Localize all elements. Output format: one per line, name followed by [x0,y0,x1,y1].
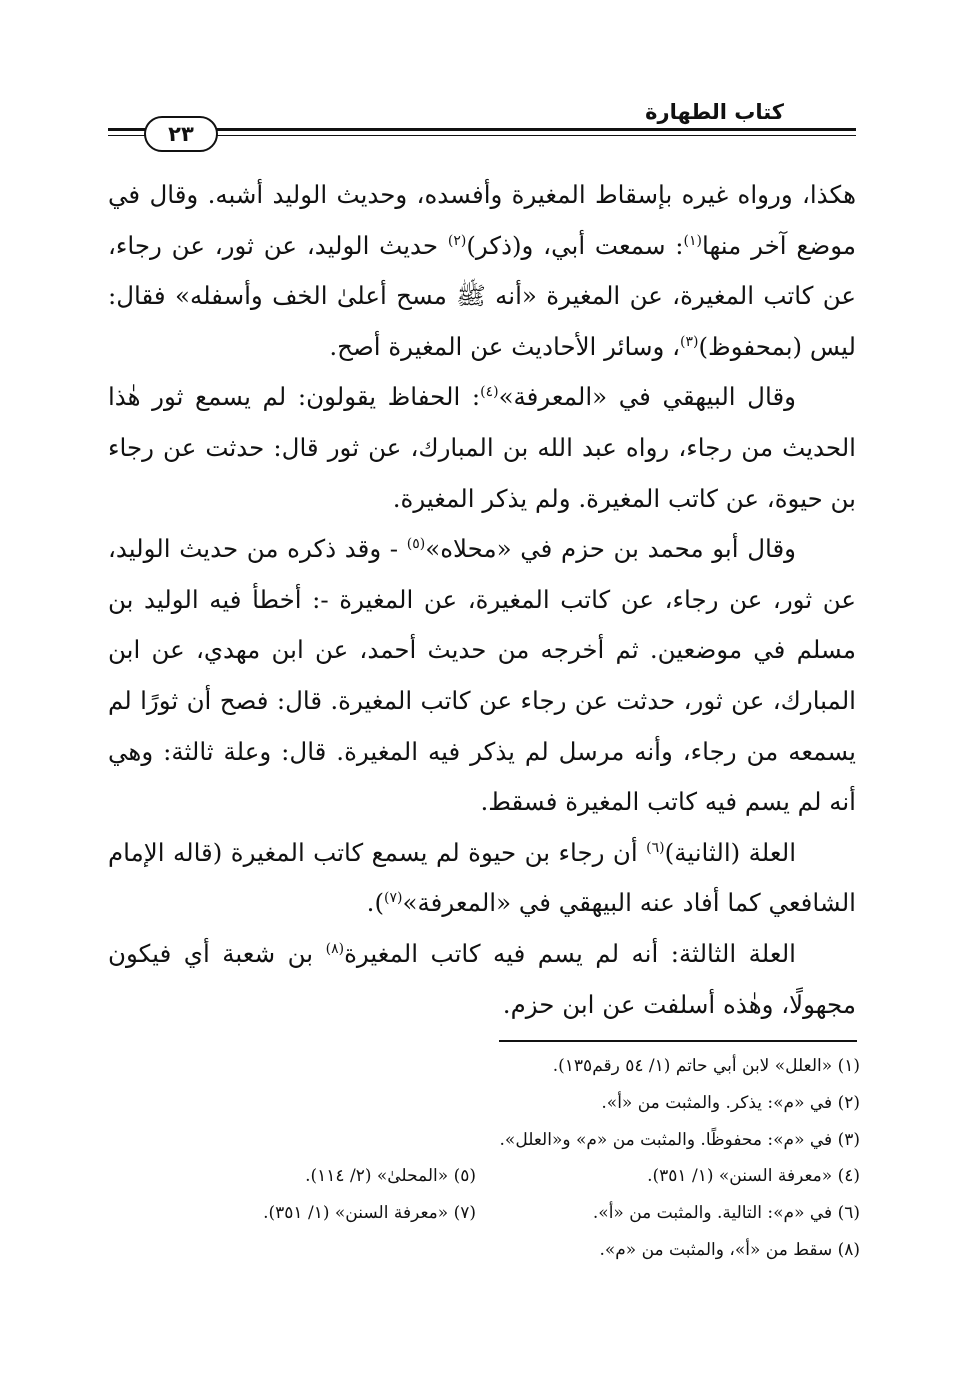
header-rule-thin [196,135,856,136]
body-text [108,170,856,1030]
footnote-3: (٣) في «م»: محفوظًا. والمثبت من «م» و«العلل». [499,1129,860,1150]
footnote-ref-4[interactable]: (٤) [480,384,499,401]
footnote-8: (٨) سقط من «أ»، والمثبت من «م». [599,1239,860,1260]
footnote-6: (٦) في «م»: التالية. والمثبت من «أ». [592,1203,860,1224]
footnote-7: (٧) «معرفة السنن» (١/ ٣٥١). [263,1203,476,1224]
paragraph-1: هكذا، ورواه غيره بإسقاط المغيرة وأفسده، وحديث الوليد أشبه. وقال في موضع آخر منها$^{(١)}$: سمعت أبي، و(ذكر)$^{(٢)}$ حديث الوليد، عن ثور، عن رجاء، عن كاتب المغيرة، عن المغيرة «أنه ﷺ مسح أعلىٰ الخف وأسفله» فقال: ليس (بمحفوظ)$^{(٣)}$، وسائر الأحاديث عن المغيرة أصح. [108,180,856,361]
footnote-ref-5[interactable]: (٥) [406,536,426,552]
footnote-separator [499,1040,857,1042]
header-rule-thick [196,128,856,131]
footnote-ref-2[interactable]: (٢) [447,232,467,249]
footnote-ref-6[interactable]: (٦) [646,839,665,856]
footnote-row-4-5 [108,1158,860,1195]
paragraph-4: العلة (الثانية)$^{(٦)}$ أن رجاء بن حيوة لم يسمع كاتب المغيرة (قاله الإمام الشافعي كما أفاد عنه البيهقي في «المعرفة»$^{(٧)}$). [108,837,856,918]
footnote-ref-3[interactable]: (٣) [680,333,699,350]
book-title: كتاب الطهارة [645,100,784,124]
footnote-5: (٥) «المحلىٰ» (٢/ ١١٤). [305,1166,476,1187]
footnote-4: (٤) «معرفة السنن» (١/ ٣٥١). [647,1166,860,1187]
footnote-row-6-7 [108,1195,860,1232]
footnote-ref-8[interactable]: (٨) [325,940,345,957]
paragraph-2: وقال البيهقي في «المعرفة»$^{(٤)}$: الحفاظ يقولون: لم يسمع ثور هٰذا الحديث من رجاء، رواه عبد الله بن المبارك، عن ثور قال: حدثت عن رجاء بن حيوة، عن كاتب المغيرة. ولم يذكر المغيرة. [108,382,856,513]
footnote-ref-7[interactable]: (٧) [384,890,403,907]
paragraph-3: وقال أبو محمد بن حزم في «محلاه»$^{(٥)}$ - وقد ذكره من حديث الوليد، عن ثور، عن رجاء، عن كاتب المغيرة، عن المغيرة -: أخطأ فيه الوليد بن مسلم في موضعين. ثم أخرجه من حديث أحمد، عن ابن مهدي، عن ابن المبارك، عن ثور، حدثت عن رجاء عن كاتب المغيرة. قال: فصح أن ثورًا لم يسمعه من رجاء، وأنه مرسل لم يذكر فيه المغيرة. قال: وعلة ثالثة: وهي أنه لم يسم فيه كاتب المغيرة فسقط. [108,534,856,817]
paragraph-5: العلة الثالثة: أنه لم يسم فيه كاتب المغيرة$^{(٨)}$ بن شعبة أي فيكون مجهولًا، وهٰذه أسلفت عن ابن حزم. [108,938,856,1019]
header-rule-left-thick [108,128,146,131]
footnotes [108,1048,860,1269]
footnote-1: (١) «العلل» لابن أبي حاتم (١/ ٥٤ رقم١٣٥). [552,1056,860,1076]
page-number: ٢٣ [144,116,218,152]
header-rule-left-thin [108,135,146,136]
page-header [108,92,856,154]
footnote-ref-1[interactable]: (١) [683,232,703,249]
footnote-2: (٢) في «م»: يذكر. والمثبت من «أ». [601,1092,860,1113]
